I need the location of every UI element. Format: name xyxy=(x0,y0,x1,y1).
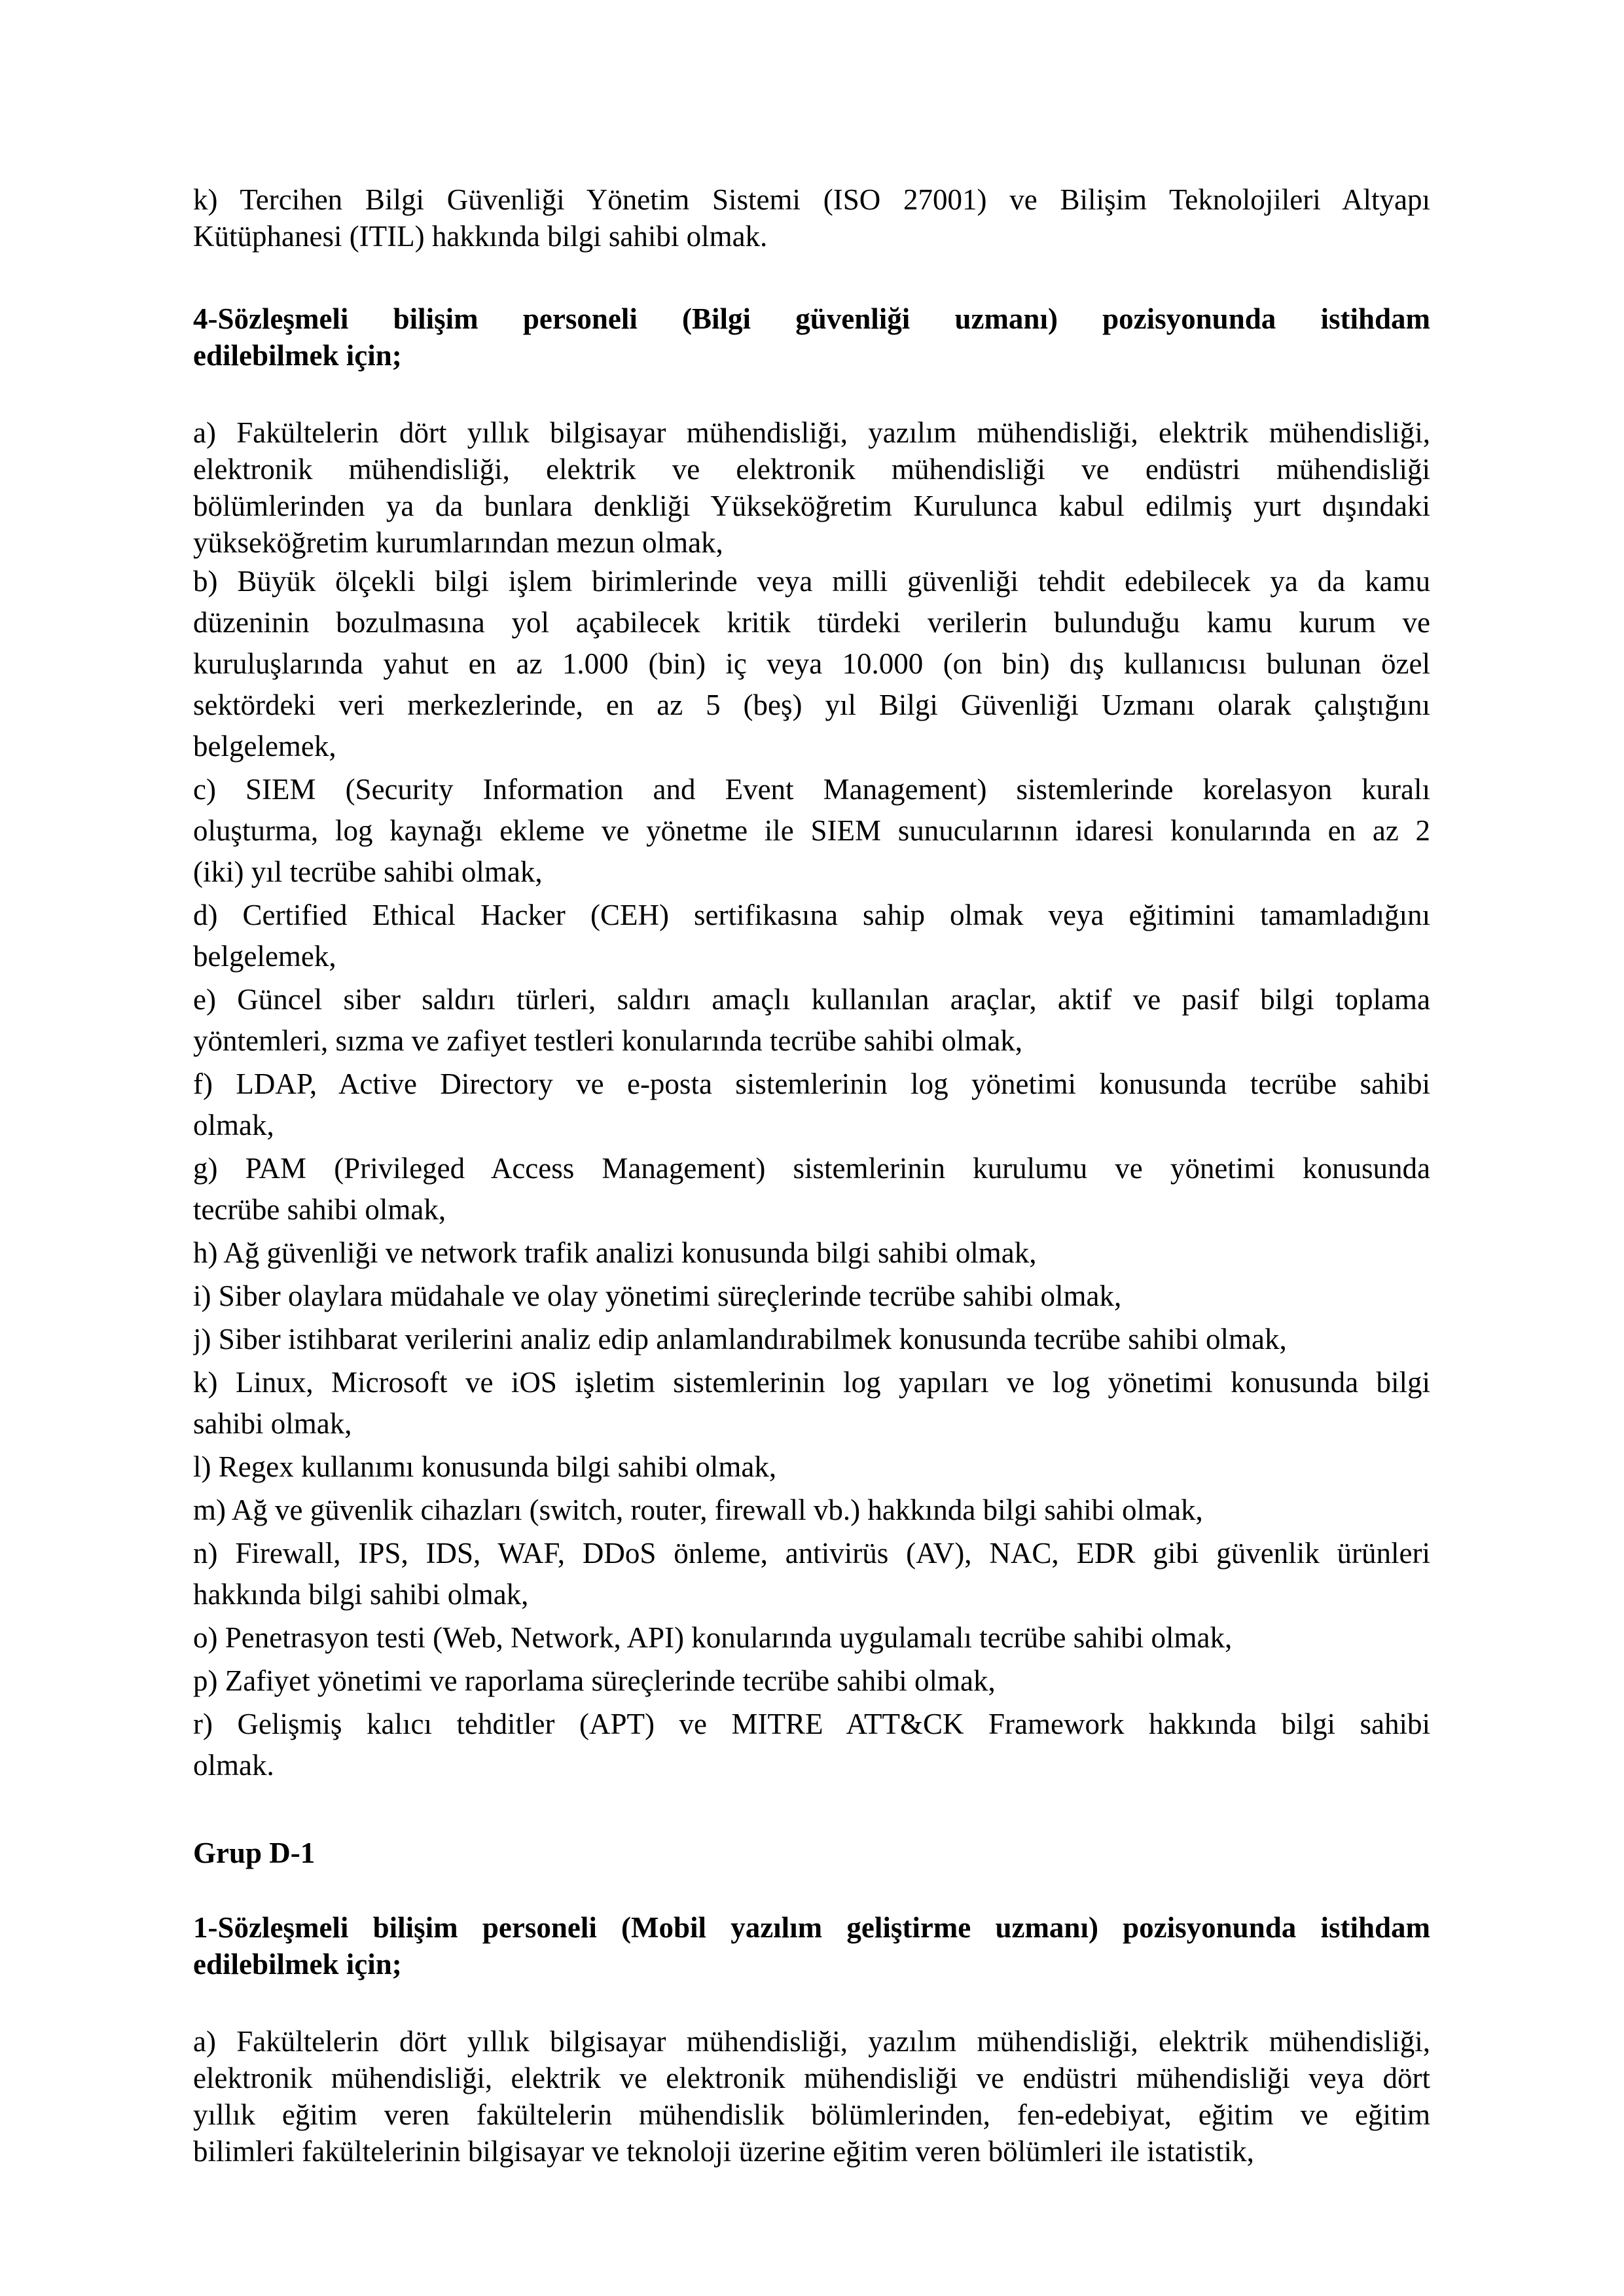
text-line: düzeninin bozulmasına yol açabilecek kritik türdeki verilerin bulunduğu kamu kurum ve xyxy=(193,606,1430,639)
text-line: tecrübe sahibi olmak, xyxy=(193,1193,446,1226)
text-line: edilebilmek için; xyxy=(193,339,402,372)
text-line: g) PAM (Privileged Access Management) sistemlerinin kurulumu ve yönetimi konusunda xyxy=(193,1152,1430,1185)
text-line: olmak, xyxy=(193,1109,274,1141)
text-line: c) SIEM (Security Information and Event Management) sistemlerinde korelasyon kuralı xyxy=(193,773,1430,806)
text-line: Kütüphanesi (ITIL) hakkında bilgi sahibi olmak. xyxy=(193,220,768,253)
text-line: bilimleri fakültelerinin bilgisayar ve teknoloji üzerine eğitim veren bölümleri ile istatistik, xyxy=(193,2135,1254,2168)
text-line: hakkında bilgi sahibi olmak, xyxy=(193,1578,529,1611)
text-line: sahibi olmak, xyxy=(193,1407,352,1440)
group-d1-heading xyxy=(193,1835,1430,1871)
requirement-item-r xyxy=(193,1704,1430,1786)
requirement-item-a-mobile xyxy=(193,2023,1430,2170)
requirement-item-d xyxy=(193,895,1430,977)
section-1-heading xyxy=(193,1909,1430,1982)
text-line: yükseköğretim kurumlarından mezun olmak, xyxy=(193,526,723,559)
text-line: oluşturma, log kaynağı ekleme ve yönetme ile SIEM sunucularının idaresi konularında en az 2 xyxy=(193,814,1430,847)
text-line: k) Linux, Microsoft ve iOS işletim sistemlerinin log yapıları ve log yönetimi konusunda bilgi xyxy=(193,1366,1430,1399)
text-line: k) Tercihen Bilgi Güvenliği Yönetim Sistemi (ISO 27001) ve Bilişim Teknolojileri Altyapı xyxy=(193,183,1430,216)
requirement-item-n xyxy=(193,1533,1430,1615)
text-line: belgelemek, xyxy=(193,730,336,762)
text-line: n) Firewall, IPS, IDS, WAF, DDoS önleme, antivirüs (AV), NAC, EDR gibi güvenlik ürünleri xyxy=(193,1537,1430,1570)
requirement-item-f xyxy=(193,1064,1430,1146)
section-4-heading xyxy=(193,300,1430,374)
text-line: a) Fakültelerin dört yıllık bilgisayar mühendisliği, yazılım mühendisliği, elektrik mühendisliği, xyxy=(193,416,1430,449)
text-line: yıllık eğitim veren fakültelerin mühendislik bölümlerinden, fen-edebiyat, eğitim ve eğitim xyxy=(193,2098,1430,2131)
text-line: f) LDAP, Active Directory ve e-posta sistemlerinin log yönetimi konusunda tecrübe sahibi xyxy=(193,1067,1430,1100)
text-line: Grup D-1 xyxy=(193,1837,316,1869)
list-item-k-intro xyxy=(193,181,1430,255)
requirement-item-p xyxy=(193,1660,1430,1702)
requirement-item-i xyxy=(193,1276,1430,1317)
text-line: a) Fakültelerin dört yıllık bilgisayar mühendisliği, yazılım mühendisliği, elektrik mühendisliği, xyxy=(193,2025,1430,2058)
text-line: (iki) yıl tecrübe sahibi olmak, xyxy=(193,855,543,888)
text-line: h) Ağ güvenliği ve network trafik analizi konusunda bilgi sahibi olmak, xyxy=(193,1236,1037,1269)
text-line: 1-Sözleşmeli bilişim personeli (Mobil yazılım geliştirme uzmanı) pozisyonunda istihdam xyxy=(193,1911,1430,1944)
requirement-item-m xyxy=(193,1490,1430,1531)
requirement-item-g xyxy=(193,1148,1430,1230)
requirement-item-e xyxy=(193,979,1430,1062)
text-line: i) Siber olaylara müdahale ve olay yönetimi süreçlerinde tecrübe sahibi olmak, xyxy=(193,1280,1122,1312)
text-line: m) Ağ ve güvenlik cihazları (switch, router, firewall vb.) hakkında bilgi sahibi olmak, xyxy=(193,1494,1203,1526)
text-line: 4-Sözleşmeli bilişim personeli (Bilgi güvenliği uzmanı) pozisyonunda istihdam xyxy=(193,302,1430,335)
text-line: b) Büyük ölçekli bilgi işlem birimlerinde veya milli güvenliği tehdit edebilecek ya da kamu xyxy=(193,565,1430,598)
requirement-item-b xyxy=(193,561,1430,767)
requirement-item-a xyxy=(193,414,1430,561)
requirement-item-j xyxy=(193,1319,1430,1360)
text-line: bölümlerinden ya da bunlara denkliği Yükseköğretim Kurulunca kabul edilmiş yurt dışındaki xyxy=(193,490,1430,522)
text-line: edilebilmek için; xyxy=(193,1948,402,1981)
text-line: p) Zafiyet yönetimi ve raporlama süreçlerinde tecrübe sahibi olmak, xyxy=(193,1664,996,1697)
text-line: olmak. xyxy=(193,1749,274,1782)
text-line: kuruluşlarında yahut en az 1.000 (bin) iç veya 10.000 (on bin) dış kullanıcısı bulunan özel xyxy=(193,647,1430,680)
text-line: d) Certified Ethical Hacker (CEH) sertifikasına sahip olmak veya eğitimini tamamladığını xyxy=(193,899,1430,931)
requirement-item-l xyxy=(193,1446,1430,1488)
text-line: yöntemleri, sızma ve zafiyet testleri konularında tecrübe sahibi olmak, xyxy=(193,1024,1023,1057)
text-line: r) Gelişmiş kalıcı tehditler (APT) ve MITRE ATT&CK Framework hakkında bilgi sahibi xyxy=(193,1708,1430,1740)
text-line: belgelemek, xyxy=(193,940,336,973)
text-line: sektördeki veri merkezlerinde, en az 5 (beş) yıl Bilgi Güvenliği Uzmanı olarak çalıştığını xyxy=(193,689,1430,721)
text-line: o) Penetrasyon testi (Web, Network, API) konularında uygulamalı tecrübe sahibi olmak, xyxy=(193,1621,1233,1654)
text-line: j) Siber istihbarat verilerini analiz edip anlamlandırabilmek konusunda tecrübe sahibi olmak, xyxy=(193,1323,1287,1355)
text-line: elektronik mühendisliği, elektrik ve elektronik mühendisliği ve endüstri mühendisliği xyxy=(193,453,1430,486)
text-line: l) Regex kullanımı konusunda bilgi sahibi olmak, xyxy=(193,1450,777,1483)
requirement-item-k xyxy=(193,1362,1430,1444)
requirement-item-o xyxy=(193,1617,1430,1659)
text-line: elektronik mühendisliği, elektrik ve elektronik mühendisliği ve endüstri mühendisliği veya dört xyxy=(193,2062,1430,2094)
requirement-item-c xyxy=(193,769,1430,893)
requirement-item-h xyxy=(193,1232,1430,1274)
text-line: e) Güncel siber saldırı türleri, saldırı amaçlı kullanılan araçlar, aktif ve pasif bilgi toplama xyxy=(193,983,1430,1016)
